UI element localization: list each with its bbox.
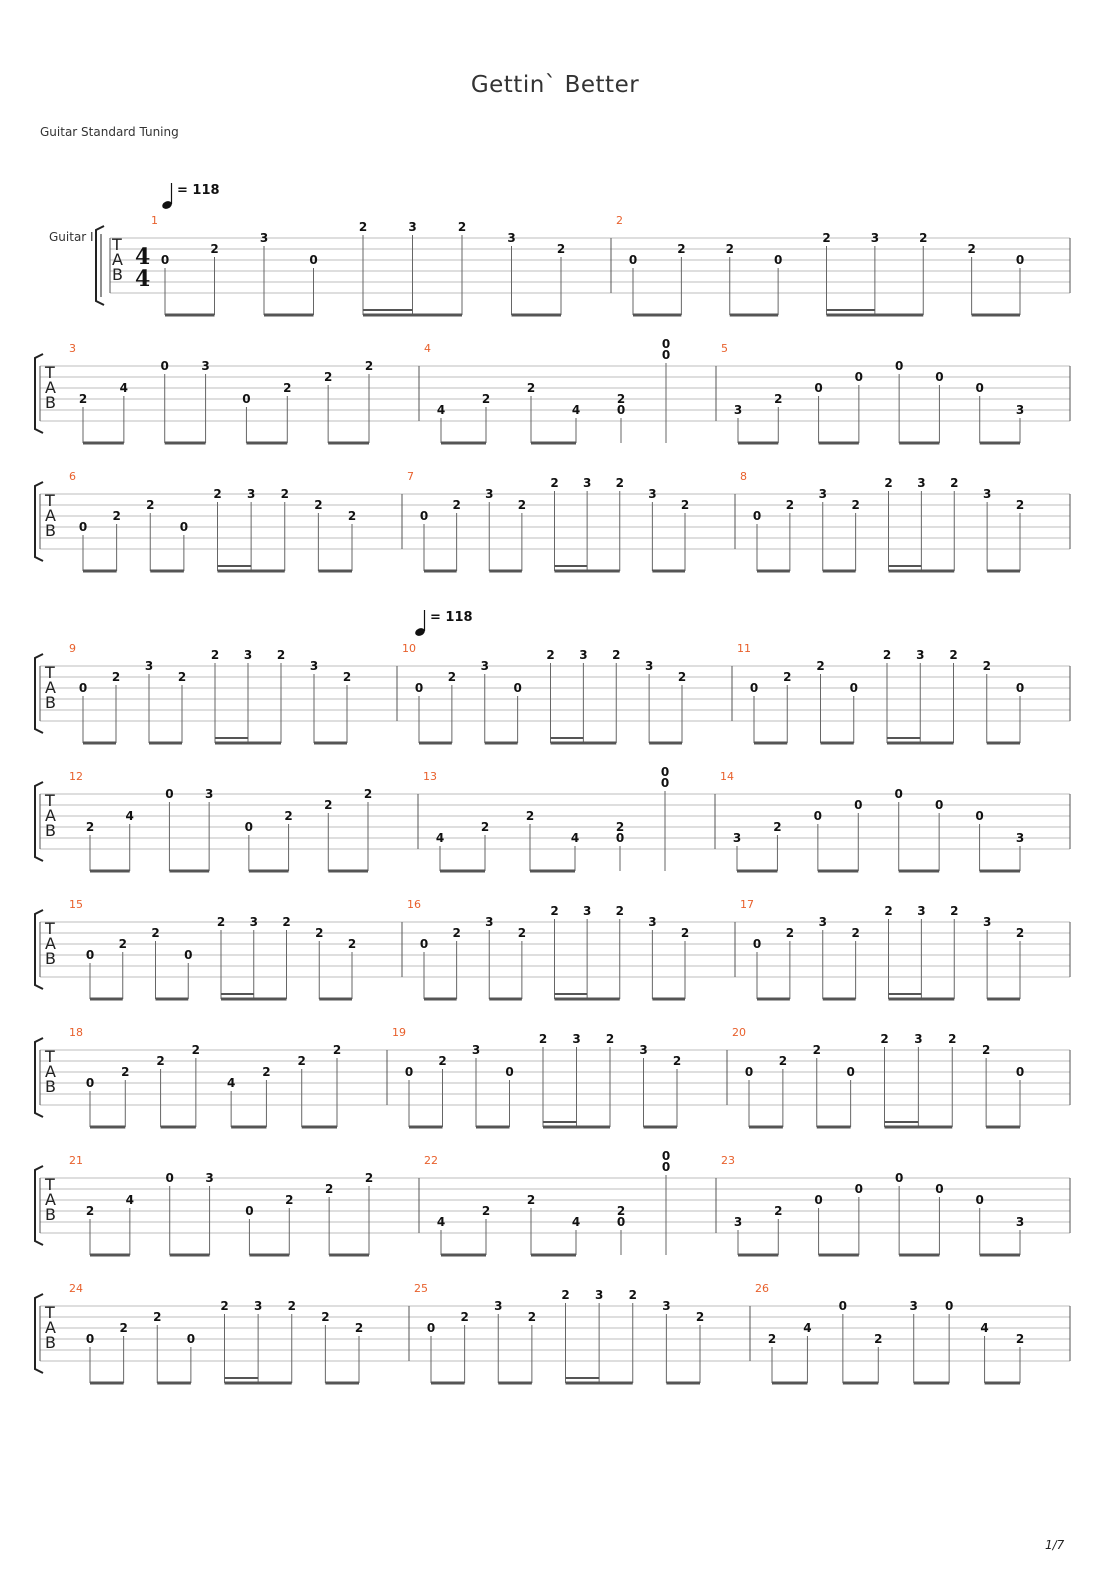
fret-number: 2 xyxy=(1015,1332,1025,1346)
fret-number: 2 xyxy=(615,820,625,834)
fret-number: 3 xyxy=(870,231,880,245)
fret-number: 0 xyxy=(165,787,174,801)
fret-number: 3 xyxy=(201,359,210,373)
fret-number: 2 xyxy=(481,1204,491,1218)
fret-number: 2 xyxy=(785,498,795,512)
fret-number: 2 xyxy=(919,231,928,245)
fret-number: 2 xyxy=(884,904,893,918)
fret-number: 0 xyxy=(661,348,671,362)
fret-number: 2 xyxy=(262,1065,271,1079)
fret-number: 3 xyxy=(917,476,926,490)
fret-number: 2 xyxy=(156,1054,165,1068)
fret-number: 2 xyxy=(177,670,187,684)
fret-number: 2 xyxy=(118,937,127,951)
fret-number: 2 xyxy=(210,242,219,256)
tab-clef-letter: A xyxy=(45,806,56,825)
fret-number: 0 xyxy=(661,1149,671,1163)
fret-number: 0 xyxy=(165,1171,174,1185)
measure-number: 17 xyxy=(740,898,754,911)
measure-number: 19 xyxy=(392,1026,406,1039)
fret-number: 3 xyxy=(916,648,925,662)
fret-number: 3 xyxy=(253,1299,263,1313)
fret-number: 2 xyxy=(452,926,461,940)
fret-number: 2 xyxy=(447,670,457,684)
fret-number: 0 xyxy=(813,809,823,823)
fret-number: 2 xyxy=(677,242,686,256)
fret-number: 2 xyxy=(527,1310,537,1324)
fret-number: 0 xyxy=(414,681,424,695)
measure-number: 18 xyxy=(69,1026,83,1039)
tab-clef-letter: B xyxy=(45,1333,56,1352)
fret-number: 0 xyxy=(1015,681,1025,695)
fret-number: 3 xyxy=(732,831,742,845)
measure-number: 23 xyxy=(721,1154,735,1167)
fret-number: 3 xyxy=(582,904,592,918)
tab-clef-letter: B xyxy=(45,1077,56,1096)
fret-number: 2 xyxy=(323,370,333,384)
fret-number: 3 xyxy=(982,915,992,929)
fret-number: 0 xyxy=(894,787,903,801)
system-bracket xyxy=(96,226,104,305)
instrument-label: Guitar I xyxy=(49,230,94,244)
fret-number: 2 xyxy=(324,798,333,812)
fret-number: 2 xyxy=(680,926,690,940)
fret-number: 2 xyxy=(481,392,491,406)
fret-number: 2 xyxy=(285,1193,294,1207)
fret-number: 2 xyxy=(725,242,734,256)
fret-number: 2 xyxy=(210,648,220,662)
fret-number: 2 xyxy=(550,476,559,490)
measure-number: 24 xyxy=(69,1282,83,1295)
fret-number: 2 xyxy=(85,820,95,834)
fret-number: 2 xyxy=(517,926,527,940)
tuning-label: Guitar Standard Tuning xyxy=(40,125,179,139)
fret-number: 0 xyxy=(628,253,638,267)
fret-number: 2 xyxy=(774,1204,783,1218)
fret-number: 2 xyxy=(851,926,860,940)
fret-number: 3 xyxy=(408,220,417,234)
fret-number: 3 xyxy=(594,1288,604,1302)
fret-number: 0 xyxy=(854,798,863,812)
fret-number: 2 xyxy=(774,392,783,406)
fret-number: 4 xyxy=(436,1215,446,1229)
fret-number: 3 xyxy=(914,1032,923,1046)
tab-clef-letter: T xyxy=(45,363,55,382)
fret-number: 2 xyxy=(342,670,352,684)
measure-number: 12 xyxy=(69,770,83,783)
fret-number: 4 xyxy=(436,403,446,417)
fret-number: 0 xyxy=(309,253,318,267)
fret-number: 2 xyxy=(981,1043,991,1057)
fret-number: 2 xyxy=(216,915,226,929)
fret-number: 2 xyxy=(354,1321,364,1335)
fret-number: 3 xyxy=(1015,403,1025,417)
fret-number: 2 xyxy=(315,926,324,940)
tab-clef-letter: A xyxy=(45,1190,56,1209)
fret-number: 2 xyxy=(358,220,368,234)
fret-number: 2 xyxy=(851,498,860,512)
fret-number: 3 xyxy=(204,787,214,801)
fret-number: 2 xyxy=(363,787,373,801)
fret-number: 2 xyxy=(773,820,782,834)
fret-number: 0 xyxy=(749,681,759,695)
time-signature-bottom: 4 xyxy=(135,266,151,292)
measure-number: 11 xyxy=(737,642,751,655)
fret-number: 2 xyxy=(151,926,160,940)
fret-number: 3 xyxy=(648,915,657,929)
page-number: 1/7 xyxy=(1045,1538,1065,1552)
fret-number: 2 xyxy=(213,487,222,501)
fret-number: 3 xyxy=(249,915,258,929)
fret-number: 4 xyxy=(435,831,445,845)
fret-number: 0 xyxy=(186,1332,196,1346)
fret-number: 3 xyxy=(579,648,588,662)
fret-number: 3 xyxy=(205,1171,214,1185)
fret-number: 2 xyxy=(967,242,976,256)
fret-number: 0 xyxy=(838,1299,848,1313)
measure-number: 6 xyxy=(69,470,76,483)
measure-number: 20 xyxy=(732,1026,746,1039)
fret-number: 2 xyxy=(78,392,88,406)
measure-number: 3 xyxy=(69,342,76,355)
fret-number: 0 xyxy=(1015,253,1025,267)
fret-number: 0 xyxy=(160,359,169,373)
fret-number: 2 xyxy=(783,670,792,684)
fret-number: 2 xyxy=(321,1310,330,1324)
tab-clef-letter: A xyxy=(45,934,56,953)
fret-number: 0 xyxy=(814,381,823,395)
fret-number: 2 xyxy=(605,1032,615,1046)
fret-number: 2 xyxy=(822,231,831,245)
fret-number: 2 xyxy=(616,392,626,406)
measure-number: 15 xyxy=(69,898,83,911)
measure-number: 21 xyxy=(69,1154,83,1167)
time-signature-top: 4 xyxy=(135,244,151,270)
tab-clef-letter: A xyxy=(112,250,123,269)
tempo-label: = 118 xyxy=(430,610,473,625)
fret-number: 0 xyxy=(935,1182,944,1196)
tab-clef-letter: T xyxy=(112,235,122,254)
measure-number: 8 xyxy=(740,470,747,483)
fret-number: 2 xyxy=(950,904,959,918)
fret-number: 2 xyxy=(191,1043,201,1057)
fret-number: 3 xyxy=(639,1043,648,1057)
fret-number: 2 xyxy=(882,648,892,662)
fret-number: 4 xyxy=(570,831,580,845)
fret-number: 2 xyxy=(785,926,795,940)
fret-number: 0 xyxy=(513,681,522,695)
fret-number: 2 xyxy=(438,1054,447,1068)
measure-number: 9 xyxy=(69,642,76,655)
fret-number: 2 xyxy=(282,915,291,929)
fret-number: 2 xyxy=(460,1310,469,1324)
fret-number: 0 xyxy=(849,681,858,695)
fret-number: 0 xyxy=(661,1160,671,1174)
fret-number: 2 xyxy=(695,1310,705,1324)
fret-number: 0 xyxy=(935,370,944,384)
fret-number: 2 xyxy=(550,904,559,918)
fret-number: 2 xyxy=(452,498,461,512)
fret-number: 2 xyxy=(364,1171,374,1185)
fret-number: 3 xyxy=(1015,831,1025,845)
fret-number: 4 xyxy=(119,381,129,395)
fret-number: 2 xyxy=(153,1310,162,1324)
fret-number: 3 xyxy=(246,487,256,501)
fret-number: 3 xyxy=(648,487,657,501)
measure-number: 25 xyxy=(414,1282,428,1295)
fret-number: 2 xyxy=(324,1182,334,1196)
fret-number: 3 xyxy=(917,904,926,918)
fret-number: 3 xyxy=(644,659,654,673)
fret-number: 0 xyxy=(85,1076,95,1090)
measure-number: 10 xyxy=(402,642,416,655)
tab-clef-letter: T xyxy=(45,1047,55,1066)
fret-number: 3 xyxy=(909,1299,918,1313)
fret-number: 2 xyxy=(615,904,624,918)
tab-clef-letter: A xyxy=(45,378,56,397)
fret-number: 2 xyxy=(767,1332,777,1346)
fret-number: 2 xyxy=(680,498,690,512)
fret-number: 2 xyxy=(220,1299,229,1313)
fret-number: 0 xyxy=(616,1215,626,1229)
fret-number: 3 xyxy=(582,476,592,490)
fret-number: 2 xyxy=(480,820,490,834)
fret-number: 2 xyxy=(982,659,991,673)
fret-number: 4 xyxy=(571,403,581,417)
fret-number: 2 xyxy=(364,359,374,373)
fret-number: 0 xyxy=(975,381,984,395)
measure-number: 5 xyxy=(721,342,728,355)
tab-clef-letter: A xyxy=(45,678,56,697)
fret-number: 2 xyxy=(280,487,289,501)
fret-number: 2 xyxy=(146,498,155,512)
fret-number: 2 xyxy=(111,670,121,684)
fret-number: 0 xyxy=(660,765,670,779)
tab-clef-letter: A xyxy=(45,1318,56,1337)
fret-number: 0 xyxy=(426,1321,436,1335)
measure-number: 4 xyxy=(424,342,431,355)
fret-number: 3 xyxy=(494,1299,503,1313)
tab-clef-letter: B xyxy=(45,821,56,840)
fret-number: 2 xyxy=(616,1204,626,1218)
fret-number: 0 xyxy=(661,337,671,351)
fret-number: 4 xyxy=(226,1076,236,1090)
fret-number: 0 xyxy=(179,520,189,534)
fret-number: 2 xyxy=(347,937,357,951)
fret-number: 3 xyxy=(662,1299,671,1313)
fret-number: 2 xyxy=(546,648,555,662)
fret-number: 2 xyxy=(561,1288,570,1302)
fret-number: 0 xyxy=(85,948,95,962)
tab-clef-letter: T xyxy=(45,1175,55,1194)
fret-number: 2 xyxy=(948,1032,957,1046)
tab-clef-letter: T xyxy=(45,919,55,938)
fret-number: 0 xyxy=(245,1204,254,1218)
fret-number: 2 xyxy=(672,1054,682,1068)
tab-clef-letter: A xyxy=(45,1062,56,1081)
measure-number: 22 xyxy=(424,1154,438,1167)
fret-number: 0 xyxy=(814,1193,823,1207)
fret-number: 2 xyxy=(287,1299,296,1313)
fret-number: 2 xyxy=(628,1288,637,1302)
fret-number: 0 xyxy=(975,809,984,823)
fret-number: 0 xyxy=(419,937,429,951)
score-title: Gettin` Better xyxy=(470,72,640,98)
fret-number: 2 xyxy=(276,648,286,662)
fret-number: 0 xyxy=(894,1171,904,1185)
fret-number: 0 xyxy=(894,359,904,373)
fret-number: 0 xyxy=(505,1065,514,1079)
fret-number: 0 xyxy=(404,1065,414,1079)
fret-number: 3 xyxy=(485,487,494,501)
fret-number: 4 xyxy=(980,1321,989,1335)
fret-number: 3 xyxy=(733,403,743,417)
fret-number: 4 xyxy=(571,1215,581,1229)
fret-number: 0 xyxy=(78,520,88,534)
fret-number: 0 xyxy=(78,681,88,695)
fret-number: 4 xyxy=(125,1193,135,1207)
fret-number: 0 xyxy=(616,403,626,417)
tab-clef-letter: B xyxy=(45,521,56,540)
fret-number: 2 xyxy=(950,476,959,490)
tab-clef-letter: T xyxy=(45,1303,55,1322)
tab-clef-letter: B xyxy=(45,393,56,412)
fret-number: 0 xyxy=(752,509,762,523)
measure-number: 2 xyxy=(616,214,623,227)
fret-number: 3 xyxy=(243,648,253,662)
fret-number: 2 xyxy=(284,809,293,823)
fret-number: 4 xyxy=(803,1321,812,1335)
fret-number: 2 xyxy=(283,381,292,395)
fret-number: 0 xyxy=(975,1193,984,1207)
fret-number: 2 xyxy=(778,1054,788,1068)
fret-number: 0 xyxy=(160,253,170,267)
tab-clef-letter: A xyxy=(45,506,56,525)
fret-number: 2 xyxy=(457,220,467,234)
tab-clef-letter: T xyxy=(45,791,55,810)
measure-number: 16 xyxy=(407,898,421,911)
measure-number: 1 xyxy=(151,214,158,227)
fret-number: 3 xyxy=(144,659,154,673)
fret-number: 3 xyxy=(733,1215,743,1229)
fret-number: 2 xyxy=(112,509,121,523)
fret-number: 3 xyxy=(485,915,494,929)
fret-number: 0 xyxy=(944,1299,954,1313)
fret-number: 2 xyxy=(525,809,535,823)
fret-number: 0 xyxy=(242,392,251,406)
fret-number: 0 xyxy=(854,370,864,384)
fret-number: 2 xyxy=(517,498,527,512)
fret-number: 3 xyxy=(480,659,489,673)
fret-number: 0 xyxy=(184,948,193,962)
fret-number: 2 xyxy=(1015,498,1025,512)
fret-number: 2 xyxy=(677,670,687,684)
fret-number: 3 xyxy=(471,1043,481,1057)
fret-number: 2 xyxy=(121,1065,130,1079)
fret-number: 2 xyxy=(949,648,958,662)
fret-number: 0 xyxy=(244,820,254,834)
fret-number: 0 xyxy=(744,1065,754,1079)
fret-number: 2 xyxy=(556,242,566,256)
tab-clef-letter: T xyxy=(45,663,55,682)
fret-number: 2 xyxy=(85,1204,95,1218)
tab-clef-letter: B xyxy=(45,1205,56,1224)
fret-number: 3 xyxy=(259,231,269,245)
fret-number: 2 xyxy=(347,509,357,523)
fret-number: 2 xyxy=(119,1321,128,1335)
fret-number: 2 xyxy=(884,476,893,490)
fret-number: 3 xyxy=(309,659,319,673)
fret-number: 0 xyxy=(854,1182,864,1196)
fret-number: 2 xyxy=(297,1054,306,1068)
fret-number: 2 xyxy=(615,476,624,490)
measure-number: 14 xyxy=(720,770,734,783)
tempo-label: = 118 xyxy=(177,183,220,198)
fret-number: 2 xyxy=(526,381,536,395)
fret-number: 2 xyxy=(880,1032,889,1046)
fret-number: 3 xyxy=(572,1032,581,1046)
fret-number: 0 xyxy=(615,831,625,845)
fret-number: 2 xyxy=(816,659,825,673)
fret-number: 0 xyxy=(85,1332,95,1346)
tab-clef-letter: B xyxy=(45,949,56,968)
fret-number: 3 xyxy=(818,915,827,929)
fret-number: 0 xyxy=(419,509,429,523)
fret-number: 2 xyxy=(314,498,323,512)
fret-number: 3 xyxy=(1015,1215,1025,1229)
fret-number: 2 xyxy=(1015,926,1025,940)
measure-number: 13 xyxy=(423,770,437,783)
measure-number: 26 xyxy=(755,1282,769,1295)
tab-clef-letter: B xyxy=(112,265,123,284)
fret-number: 2 xyxy=(538,1032,548,1046)
measure-number: 7 xyxy=(407,470,414,483)
fret-number: 0 xyxy=(1015,1065,1025,1079)
fret-number: 2 xyxy=(874,1332,883,1346)
tab-clef-letter: T xyxy=(45,491,55,510)
fret-number: 0 xyxy=(846,1065,855,1079)
fret-number: 3 xyxy=(507,231,516,245)
fret-number: 4 xyxy=(125,809,134,823)
tab-clef-letter: B xyxy=(45,693,56,712)
fret-number: 2 xyxy=(332,1043,342,1057)
fret-number: 0 xyxy=(660,776,670,790)
fret-number: 2 xyxy=(526,1193,536,1207)
fret-number: 3 xyxy=(818,487,827,501)
fret-number: 3 xyxy=(982,487,992,501)
fret-number: 0 xyxy=(773,253,783,267)
fret-number: 2 xyxy=(612,648,621,662)
fret-number: 2 xyxy=(812,1043,821,1057)
fret-number: 0 xyxy=(934,798,944,812)
fret-number: 0 xyxy=(752,937,762,951)
